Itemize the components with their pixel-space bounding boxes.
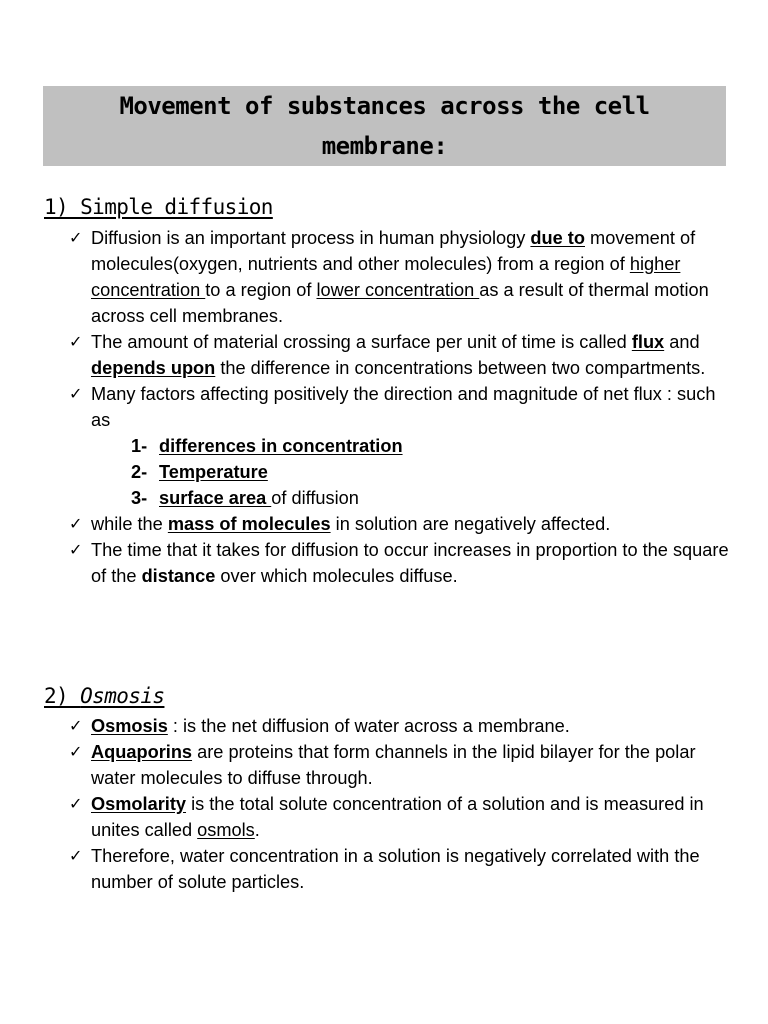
list-item: [69, 739, 739, 791]
factor-number: 2-: [131, 462, 148, 482]
factor-text: differences in concentration: [159, 436, 403, 456]
bullet-text: is the total solute concentration of a solution and is measured in unites called: [91, 794, 704, 840]
factor-number: 3-: [131, 488, 148, 508]
term-osmols: osmols: [197, 820, 255, 840]
list-item: [69, 511, 739, 537]
bullet-text: and: [664, 332, 700, 352]
section-word: Osmosis: [80, 684, 165, 708]
bullet-text: .: [254, 820, 260, 840]
factor-item: [131, 459, 739, 485]
term-flux: flux: [631, 332, 665, 352]
factor-item: [131, 485, 739, 511]
bullet-text: movement of molecules(oxygen, nutrients and other molecules) from a region of: [91, 228, 696, 274]
term-mass-of-molecules: mass of molecules: [167, 514, 331, 534]
simple-diffusion-list: [69, 225, 739, 589]
factor-text: surface area: [159, 488, 272, 508]
term-lower-concentration: lower concentration: [316, 280, 480, 300]
bullet-text: Therefore, water concentration in a solution is negatively correlated with the number of solute particles.: [91, 846, 700, 892]
bullet-text: Diffusion is an important process in human physiology: [91, 228, 531, 248]
bullet-text: : is the net diffusion of water across a membrane.: [167, 716, 570, 736]
term-osmosis: Osmosis: [91, 716, 168, 736]
list-item: [69, 843, 739, 895]
bullet-text: to a region of: [205, 280, 317, 300]
list-item: [69, 713, 739, 739]
bullet-text: while the: [91, 514, 168, 534]
section-heading-osmosis: [44, 684, 164, 708]
factor-rest: of diffusion: [271, 488, 359, 508]
term-osmolarity: Osmolarity: [91, 794, 187, 814]
factor-number: 1-: [131, 436, 148, 456]
emphasis-due-to: due to: [530, 228, 585, 248]
title-banner: [43, 86, 726, 166]
bullet-text: are proteins that form channels in the lipid bilayer for the polar water molecules to diffuse through.: [91, 742, 696, 788]
list-item: [69, 537, 739, 589]
bullet-text: over which molecules diffuse.: [215, 566, 458, 586]
bullet-text: The amount of material crossing a surface per unit of time is called: [91, 332, 632, 352]
bullet-text: The time that it takes for diffusion to occur increases in proportion to the square of the: [91, 540, 729, 586]
list-item: [69, 791, 739, 843]
list-item: [69, 381, 739, 511]
term-distance: distance: [141, 566, 216, 586]
bullet-text: as a result of thermal motion across cell membranes.: [91, 280, 709, 326]
list-item: [69, 329, 739, 381]
osmosis-list: [69, 713, 739, 895]
emphasis-depends-upon: depends upon: [91, 358, 216, 378]
page-title: Movement of substances across the cell membrane:: [119, 92, 650, 160]
term-aquaporins: Aquaporins: [91, 742, 193, 762]
list-item: [69, 225, 739, 329]
factors-list: [91, 433, 739, 511]
bullet-text: in solution are negatively affected.: [330, 514, 611, 534]
factor-text: Temperature: [159, 462, 268, 482]
bullet-text: the difference in concentrations between two compartments.: [215, 358, 706, 378]
term-higher-concentration: higher concentration: [91, 254, 681, 300]
factor-item: [131, 433, 739, 459]
bullet-text: Many factors affecting positively the direction and magnitude of net flux : such as: [91, 384, 716, 430]
section-number: 2): [44, 684, 81, 708]
section-heading-simple-diffusion: 1) Simple diffusion: [44, 195, 273, 219]
